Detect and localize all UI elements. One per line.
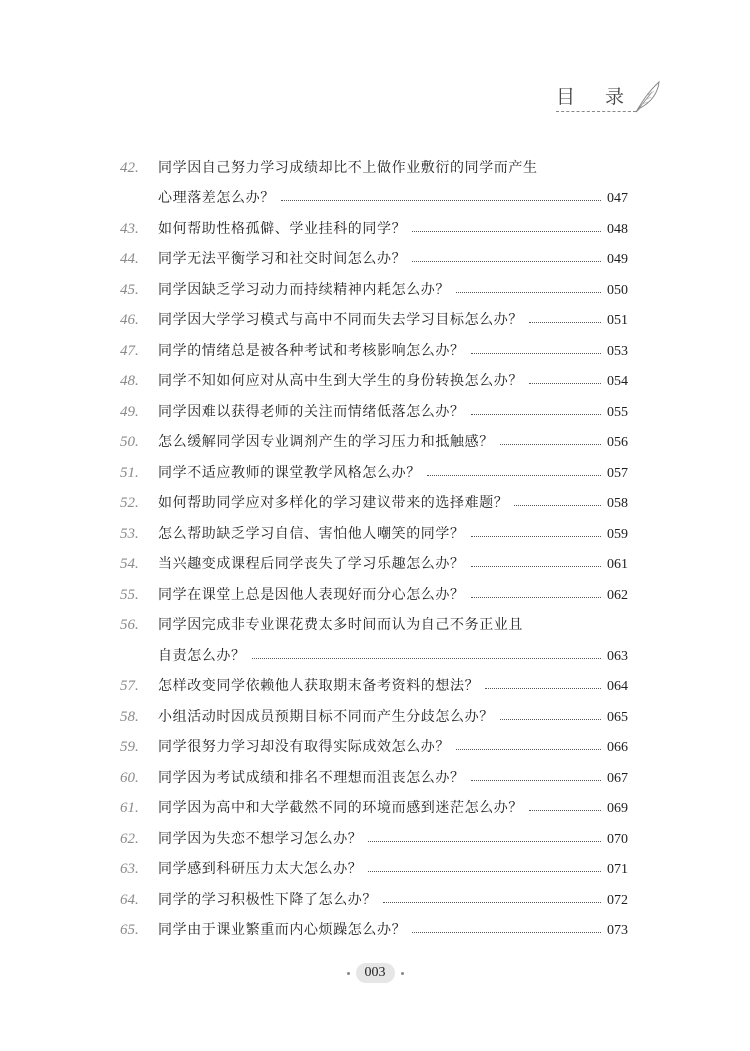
toc-entry-number: 60. <box>120 769 139 786</box>
toc-entry[interactable] <box>120 421 628 452</box>
toc-leader-dots <box>471 566 601 567</box>
toc-entry-page: 061 <box>607 557 628 572</box>
toc-leader-dots <box>427 475 601 476</box>
footer-dot-right <box>401 972 404 975</box>
toc-entry[interactable] <box>120 177 628 208</box>
toc-entry-number: 57. <box>120 678 139 694</box>
toc-entry-page: 048 <box>607 221 628 237</box>
toc-entry-number: 54. <box>120 556 139 572</box>
toc-entry-page: 057 <box>607 465 628 481</box>
toc-entry-title: 同学的学习积极性下降了怎么办？ <box>158 891 377 908</box>
toc-entry-title: 心理落差怎么办？ <box>158 190 275 206</box>
toc-entry-page: 067 <box>607 770 628 786</box>
table-of-contents <box>120 146 628 939</box>
toc-entry[interactable] <box>120 573 628 604</box>
toc-entry-number: 61. <box>120 800 139 816</box>
toc-entry-page: 069 <box>607 801 628 816</box>
toc-entry-title: 同学由于课业繁重而内心烦躁怎么办？ <box>158 922 407 938</box>
toc-entry-number: 45. <box>120 281 139 298</box>
toc-entry-title: 同学感到科研压力太大怎么办？ <box>158 861 363 877</box>
toc-entry[interactable] <box>120 543 628 574</box>
page-footer <box>0 963 750 983</box>
header-title: 目 录 <box>556 82 636 112</box>
toc-entry-page: 049 <box>607 252 628 267</box>
toc-entry-title: 小组活动时因成员预期目标不同而产生分歧怎么办？ <box>158 708 494 725</box>
toc-entry-title: 同学因为失恋不想学习怎么办？ <box>158 830 363 847</box>
toc-entry[interactable] <box>120 512 628 543</box>
toc-leader-dots <box>529 322 601 323</box>
toc-entry-number: 43. <box>120 220 139 237</box>
footer-dot-left <box>347 972 350 975</box>
toc-leader-dots <box>529 810 601 811</box>
toc-entry-number: 51. <box>120 464 139 481</box>
toc-entry-number: 65. <box>120 922 139 938</box>
toc-entry[interactable] <box>120 207 628 238</box>
toc-entry-page: 073 <box>607 923 628 938</box>
toc-entry-title: 同学在课堂上总是因他人表现好而分心怎么办？ <box>158 586 465 603</box>
toc-entry-number: 49. <box>120 403 139 420</box>
toc-entry-page: 070 <box>607 831 628 847</box>
toc-entry[interactable] <box>120 817 628 848</box>
toc-entry-number: 48. <box>120 373 139 389</box>
toc-leader-dots <box>412 261 601 262</box>
toc-entry-number: 42. <box>120 159 139 176</box>
toc-entry-page: 065 <box>607 709 628 725</box>
toc-entry-page: 051 <box>607 313 628 328</box>
toc-entry-number: 50. <box>120 434 139 450</box>
toc-entry-number: 46. <box>120 312 139 328</box>
toc-leader-dots <box>368 841 601 842</box>
toc-entry-page: 063 <box>607 648 628 664</box>
toc-entry-page: 054 <box>607 374 628 389</box>
toc-entry[interactable] <box>120 238 628 269</box>
toc-entry[interactable] <box>120 726 628 757</box>
toc-entry-title: 怎么缓解同学因专业调剂产生的学习压力和抵触感？ <box>158 434 494 450</box>
toc-entry-page: 071 <box>607 862 628 877</box>
toc-leader-dots <box>412 932 601 933</box>
toc-entry-number: 59. <box>120 739 139 755</box>
toc-entry-number: 63. <box>120 861 139 877</box>
toc-leader-dots <box>456 292 601 293</box>
toc-entry[interactable] <box>120 665 628 696</box>
toc-entry[interactable] <box>120 268 628 299</box>
toc-entry[interactable] <box>120 756 628 787</box>
toc-entry-title: 同学无法平衡学习和社交时间怎么办？ <box>158 251 407 267</box>
toc-entry-page: 059 <box>607 526 628 542</box>
toc-entry-title: 同学因大学学习模式与高中不同而失去学习目标怎么办？ <box>158 312 523 328</box>
toc-leader-dots <box>529 383 601 384</box>
toc-leader-dots <box>383 902 601 903</box>
toc-leader-dots <box>514 505 601 506</box>
toc-leader-dots <box>471 536 601 537</box>
toc-entry[interactable] <box>120 482 628 513</box>
toc-leader-dots <box>412 231 601 232</box>
toc-leader-dots <box>471 780 601 781</box>
toc-entry-page: 072 <box>607 892 628 908</box>
toc-entry-number: 52. <box>120 495 139 511</box>
toc-entry-title: 同学不适应教师的课堂教学风格怎么办？ <box>158 464 421 481</box>
toc-leader-dots <box>500 444 601 445</box>
toc-entry-page: 047 <box>607 191 628 206</box>
toc-entry-number: 44. <box>120 251 139 267</box>
toc-leader-dots <box>471 353 601 354</box>
toc-leader-dots <box>252 658 601 659</box>
toc-entry-title: 同学不知如何应对从高中生到大学生的身份转换怎么办？ <box>158 373 523 389</box>
toc-leader-dots <box>500 719 601 720</box>
toc-entry-title: 当兴趣变成课程后同学丧失了学习乐趣怎么办？ <box>158 556 465 572</box>
toc-entry-title: 如何帮助性格孤僻、学业挂科的同学？ <box>158 220 407 237</box>
toc-entry-page: 062 <box>607 587 628 603</box>
toc-entry-title: 同学因缺乏学习动力而持续精神内耗怎么办？ <box>158 281 450 298</box>
toc-leader-dots <box>456 749 601 750</box>
page-header <box>556 80 662 114</box>
toc-entry-title: 同学的情绪总是被各种考试和考核影响怎么办？ <box>158 342 465 359</box>
toc-leader-dots <box>485 688 601 689</box>
toc-entry[interactable] <box>120 329 628 360</box>
page-number: 003 <box>356 963 395 983</box>
toc-entry-title: 同学因难以获得老师的关注而情绪低落怎么办？ <box>158 403 465 420</box>
toc-entry[interactable] <box>120 451 628 482</box>
toc-entry[interactable] <box>120 299 628 330</box>
toc-leader-dots <box>281 200 601 201</box>
toc-leader-dots <box>471 597 601 598</box>
toc-entry[interactable] <box>120 848 628 879</box>
toc-entry-page: 053 <box>607 343 628 359</box>
toc-entry-title: 如何帮助同学应对多样化的学习建议带来的选择难题？ <box>158 495 509 511</box>
toc-entry[interactable] <box>120 634 628 665</box>
toc-entry-page: 056 <box>607 435 628 450</box>
toc-entry-title: 同学因完成非专业课花费太多时间而认为自己不务正业且 <box>158 617 523 633</box>
toc-entry[interactable] <box>120 909 628 940</box>
toc-entry-title: 怎样改变同学依赖他人获取期末备考资料的想法？ <box>158 678 480 694</box>
feather-icon <box>632 80 662 114</box>
toc-entry-number: 62. <box>120 830 139 847</box>
toc-entry-page: 055 <box>607 404 628 420</box>
toc-entry-title: 同学因自己努力学习成绩却比不上做作业敷衍的同学而产生 <box>158 159 538 176</box>
toc-entry[interactable] <box>120 878 628 909</box>
toc-entry-page: 066 <box>607 740 628 755</box>
toc-entry-number: 55. <box>120 586 139 603</box>
toc-entry[interactable] <box>120 787 628 818</box>
toc-entry-number: 47. <box>120 342 139 359</box>
toc-entry-page: 064 <box>607 679 628 694</box>
toc-entry[interactable] <box>120 390 628 421</box>
toc-entry-number: 56. <box>120 617 139 633</box>
toc-entry[interactable] <box>120 146 628 177</box>
toc-entry-page: 050 <box>607 282 628 298</box>
toc-entry-number: 53. <box>120 525 139 542</box>
toc-entry-title: 同学很努力学习却没有取得实际成效怎么办？ <box>158 739 450 755</box>
toc-entry-title: 同学因为考试成绩和排名不理想而沮丧怎么办？ <box>158 769 465 786</box>
toc-entry-number: 64. <box>120 891 139 908</box>
toc-entry-title: 自责怎么办？ <box>158 647 246 664</box>
toc-entry[interactable] <box>120 360 628 391</box>
toc-entry-number: 58. <box>120 708 139 725</box>
toc-entry-title: 怎么帮助缺乏学习自信、害怕他人嘲笑的同学？ <box>158 525 465 542</box>
toc-leader-dots <box>368 871 601 872</box>
toc-entry[interactable] <box>120 695 628 726</box>
toc-entry-title: 同学因为高中和大学截然不同的环境而感到迷茫怎么办？ <box>158 800 523 816</box>
toc-leader-dots <box>471 414 601 415</box>
toc-entry[interactable] <box>120 604 628 635</box>
toc-entry-page: 058 <box>607 496 628 511</box>
